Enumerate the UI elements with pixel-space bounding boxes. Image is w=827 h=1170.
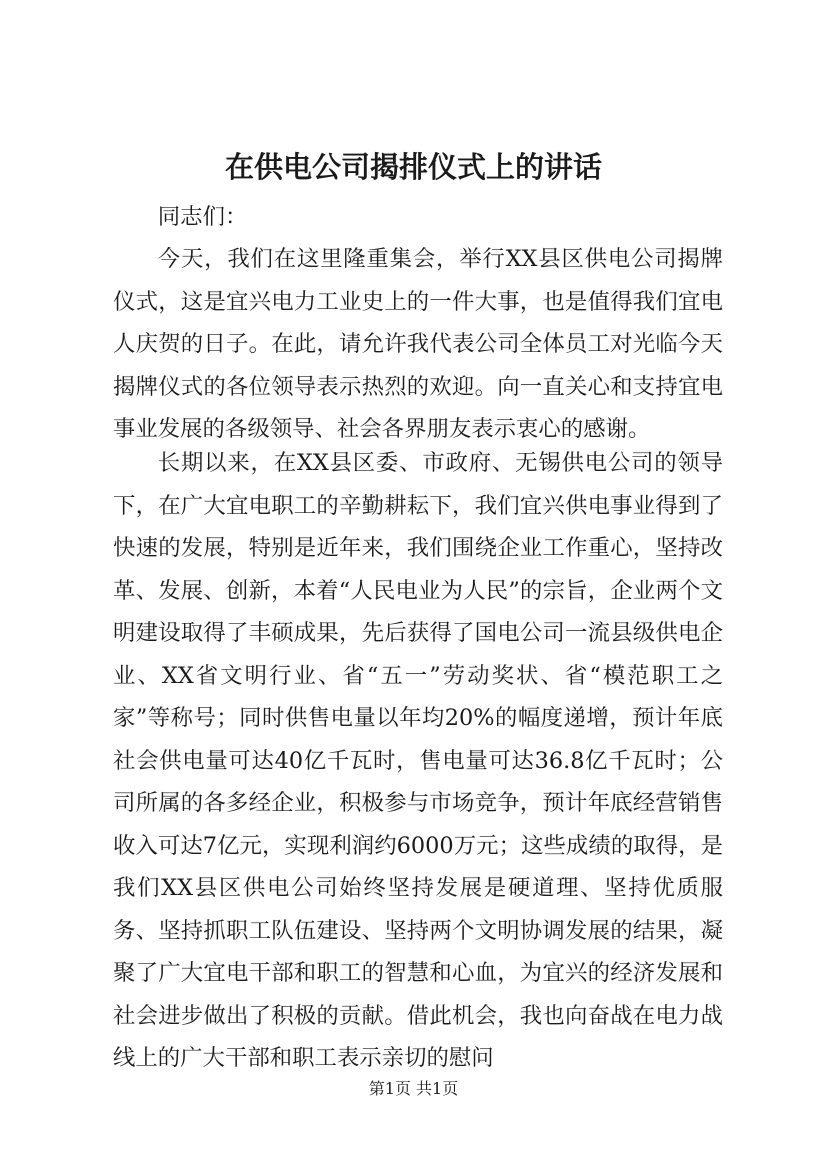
page-number: 第1页 共1页: [368, 1079, 459, 1098]
document-title: 在供电公司揭排仪式上的讲话: [224, 150, 602, 184]
paragraph-2: 长期以来，在XX县区委、市政府、无锡供电公司的领导下，在广大宜电职工的辛勤耕耘下，我们宜兴供电事业得到了快速的发展，特别是近年来，我们围绕企业工作重心，坚持改革、发展、创新，本着“人民电业为人民”的宗旨，企业两个文明建设取得了丰硕成果，先后获得了国电公司一流县级供电企业、XX省文明行业、省“五一”劳动奖状、省“模范职工之家”等称号；同时供售电量以年均20%的幅度递增，预计年底社会供电量可达40亿千瓦时，售电量可达36.8亿千瓦时；公司所属的各多经企业，积极参与市场竞争，预计年底经营销售收入可达7亿元，实现利润约6000万元；这些成绩的取得，是我们XX县区供电公司始终坚持发展是硬道理、坚持优质服务、坚持抓职工队伍建设、坚持两个文明协调发展的结果，凝聚了广大宜电干部和职工的智慧和心血，为宜兴的经济发展和社会进步做出了积极的贡献。借此机会，我也向奋战在电力战线上的广大干部和职工表示亲切的慰问: [113, 450, 723, 1071]
greeting: 同志们：: [157, 204, 248, 230]
paragraph-1: 今天，我们在这里隆重集会，举行XX县区供电公司揭牌仪式，这是宜兴电力工业史上的一件大事，也是值得我们宜电人庆贺的日子。在此，请允许我代表公司全体员工对光临今天揭牌仪式的各位领导表示热烈的欢迎。向一直关心和支持宜电事业发展的各级领导、社会各界朋友表示衷心的感谢。: [113, 246, 723, 442]
page-footer: [0, 1079, 827, 1099]
